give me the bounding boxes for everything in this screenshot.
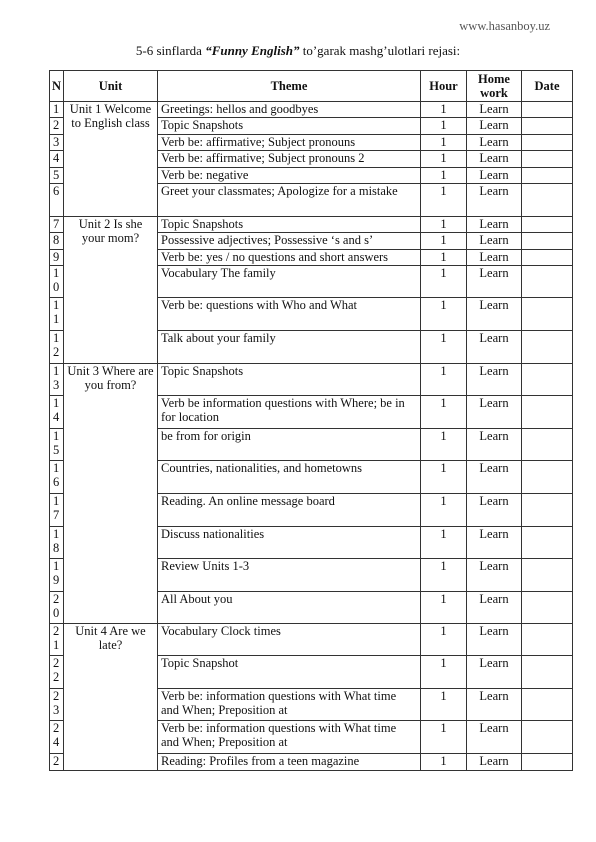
hour-cell: 1 [421,135,467,151]
column-header-hour: Hour [421,71,467,102]
theme-cell: Topic Snapshot [158,656,421,689]
hour-cell: 1 [421,461,467,494]
hour-cell: 1 [421,102,467,118]
row-number: 14 [50,396,64,429]
theme-cell: All About you [158,592,421,624]
theme-cell: Verb be: information questions with What time and When; Preposition at [158,689,421,721]
row-number: 2 [50,118,64,135]
homework-cell: Learn [467,331,522,364]
row-number: 22 [50,656,64,689]
date-cell [522,331,573,364]
hour-cell: 1 [421,396,467,429]
table-row [50,624,573,656]
theme-cell: Verb be: negative [158,168,421,184]
homework-cell: Learn [467,721,522,754]
course-title: “Funny English” [205,43,300,58]
row-number: 21 [50,624,64,656]
date-cell [522,396,573,429]
homework-cell: Learn [467,754,522,771]
hour-cell: 1 [421,754,467,771]
row-number: 5 [50,168,64,184]
row-number: 3 [50,135,64,151]
site-url: www.hasanboy.uz [459,19,550,33]
theme-cell: Possessive adjectives; Possessive ‘s and s’ [158,233,421,250]
lesson-plan-table [49,70,573,771]
row-number: 16 [50,461,64,494]
hour-cell: 1 [421,184,467,217]
theme-cell: Countries, nationalities, and hometowns [158,461,421,494]
theme-cell: Verb be: questions with Who and What [158,298,421,331]
row-number: 20 [50,592,64,624]
homework-cell: Learn [467,364,522,396]
row-number: 8 [50,233,64,250]
theme-cell: Greet your classmates; Apologize for a mistake [158,184,421,217]
row-number: 7 [50,217,64,233]
table-row [50,364,573,396]
hour-cell: 1 [421,429,467,461]
date-cell [522,217,573,233]
hour-cell: 1 [421,217,467,233]
theme-cell: be from for origin [158,429,421,461]
theme-cell: Verb be: yes / no questions and short answers [158,250,421,266]
theme-cell: Topic Snapshots [158,118,421,135]
date-cell [522,151,573,168]
row-number: 11 [50,298,64,331]
date-cell [522,233,573,250]
date-cell [522,592,573,624]
date-cell [522,298,573,331]
unit-name: Unit 1 Welcome to English class [64,102,158,217]
homework-cell: Learn [467,429,522,461]
homework-cell: Learn [467,102,522,118]
date-cell [522,461,573,494]
row-number: 23 [50,689,64,721]
homework-cell: Learn [467,151,522,168]
row-number: 9 [50,250,64,266]
date-cell [522,250,573,266]
hour-cell: 1 [421,250,467,266]
homework-cell: Learn [467,135,522,151]
homework-cell: Learn [467,656,522,689]
theme-cell: Greetings: hellos and goodbyes [158,102,421,118]
row-number: 4 [50,151,64,168]
date-cell [522,689,573,721]
theme-cell: Verb be: information questions with What time and When; Preposition at [158,721,421,754]
theme-cell: Reading: Profiles from a teen magazine [158,754,421,771]
hour-cell: 1 [421,592,467,624]
theme-cell: Verb be: affirmative; Subject pronouns [158,135,421,151]
theme-cell: Topic Snapshots [158,217,421,233]
column-header-n: N [50,71,64,102]
date-cell [522,721,573,754]
row-number: 1 [50,102,64,118]
hour-cell: 1 [421,331,467,364]
date-cell [522,559,573,592]
homework-cell: Learn [467,592,522,624]
column-header-homework: Home work [467,71,522,102]
date-cell [522,624,573,656]
table-body [50,102,573,771]
homework-cell: Learn [467,494,522,527]
hour-cell: 1 [421,494,467,527]
column-header-theme: Theme [158,71,421,102]
row-number: 15 [50,429,64,461]
theme-cell: Reading. An online message board [158,494,421,527]
theme-cell: Topic Snapshots [158,364,421,396]
column-header-date: Date [522,71,573,102]
date-cell [522,364,573,396]
theme-cell: Vocabulary The family [158,266,421,298]
row-number: 2 [50,754,64,771]
date-cell [522,494,573,527]
row-number: 18 [50,527,64,559]
hour-cell: 1 [421,559,467,592]
row-number: 13 [50,364,64,396]
homework-cell: Learn [467,298,522,331]
homework-cell: Learn [467,624,522,656]
theme-cell: Verb be: affirmative; Subject pronouns 2 [158,151,421,168]
homework-cell: Learn [467,168,522,184]
unit-name: Unit 3 Where are you from? [64,364,158,624]
theme-cell: Discuss nationalities [158,527,421,559]
theme-cell: Review Units 1-3 [158,559,421,592]
homework-cell: Learn [467,250,522,266]
row-number: 6 [50,184,64,217]
homework-cell: Learn [467,461,522,494]
hour-cell: 1 [421,266,467,298]
unit-name: Unit 2 Is she your mom? [64,217,158,364]
hour-cell: 1 [421,151,467,168]
hour-cell: 1 [421,624,467,656]
date-cell [522,429,573,461]
unit-name: Unit 4 Are we late? [64,624,158,771]
date-cell [522,184,573,217]
hour-cell: 1 [421,233,467,250]
hour-cell: 1 [421,656,467,689]
date-cell [522,118,573,135]
table-row [50,102,573,118]
column-header-unit: Unit [64,71,158,102]
homework-cell: Learn [467,559,522,592]
date-cell [522,135,573,151]
homework-cell: Learn [467,266,522,298]
homework-cell: Learn [467,233,522,250]
hour-cell: 1 [421,118,467,135]
date-cell [522,266,573,298]
title-suffix: to’garak mashg’ulotlari rejasi: [299,43,461,58]
homework-cell: Learn [467,118,522,135]
date-cell [522,754,573,771]
row-number: 24 [50,721,64,754]
hour-cell: 1 [421,364,467,396]
date-cell [522,527,573,559]
homework-cell: Learn [467,184,522,217]
table-header-row [50,71,573,102]
page-title [0,43,596,59]
hour-cell: 1 [421,168,467,184]
row-number: 17 [50,494,64,527]
theme-cell: Verb be information questions with Where; be in for location [158,396,421,429]
date-cell [522,102,573,118]
hour-cell: 1 [421,721,467,754]
hour-cell: 1 [421,527,467,559]
theme-cell: Vocabulary Clock times [158,624,421,656]
date-cell [522,168,573,184]
hour-cell: 1 [421,298,467,331]
homework-cell: Learn [467,217,522,233]
table-row [50,217,573,233]
row-number: 10 [50,266,64,298]
homework-cell: Learn [467,689,522,721]
title-prefix: 5-6 sinflarda [135,43,206,58]
hour-cell: 1 [421,689,467,721]
theme-cell: Talk about your family [158,331,421,364]
homework-cell: Learn [467,396,522,429]
homework-cell: Learn [467,527,522,559]
row-number: 19 [50,559,64,592]
row-number: 12 [50,331,64,364]
date-cell [522,656,573,689]
